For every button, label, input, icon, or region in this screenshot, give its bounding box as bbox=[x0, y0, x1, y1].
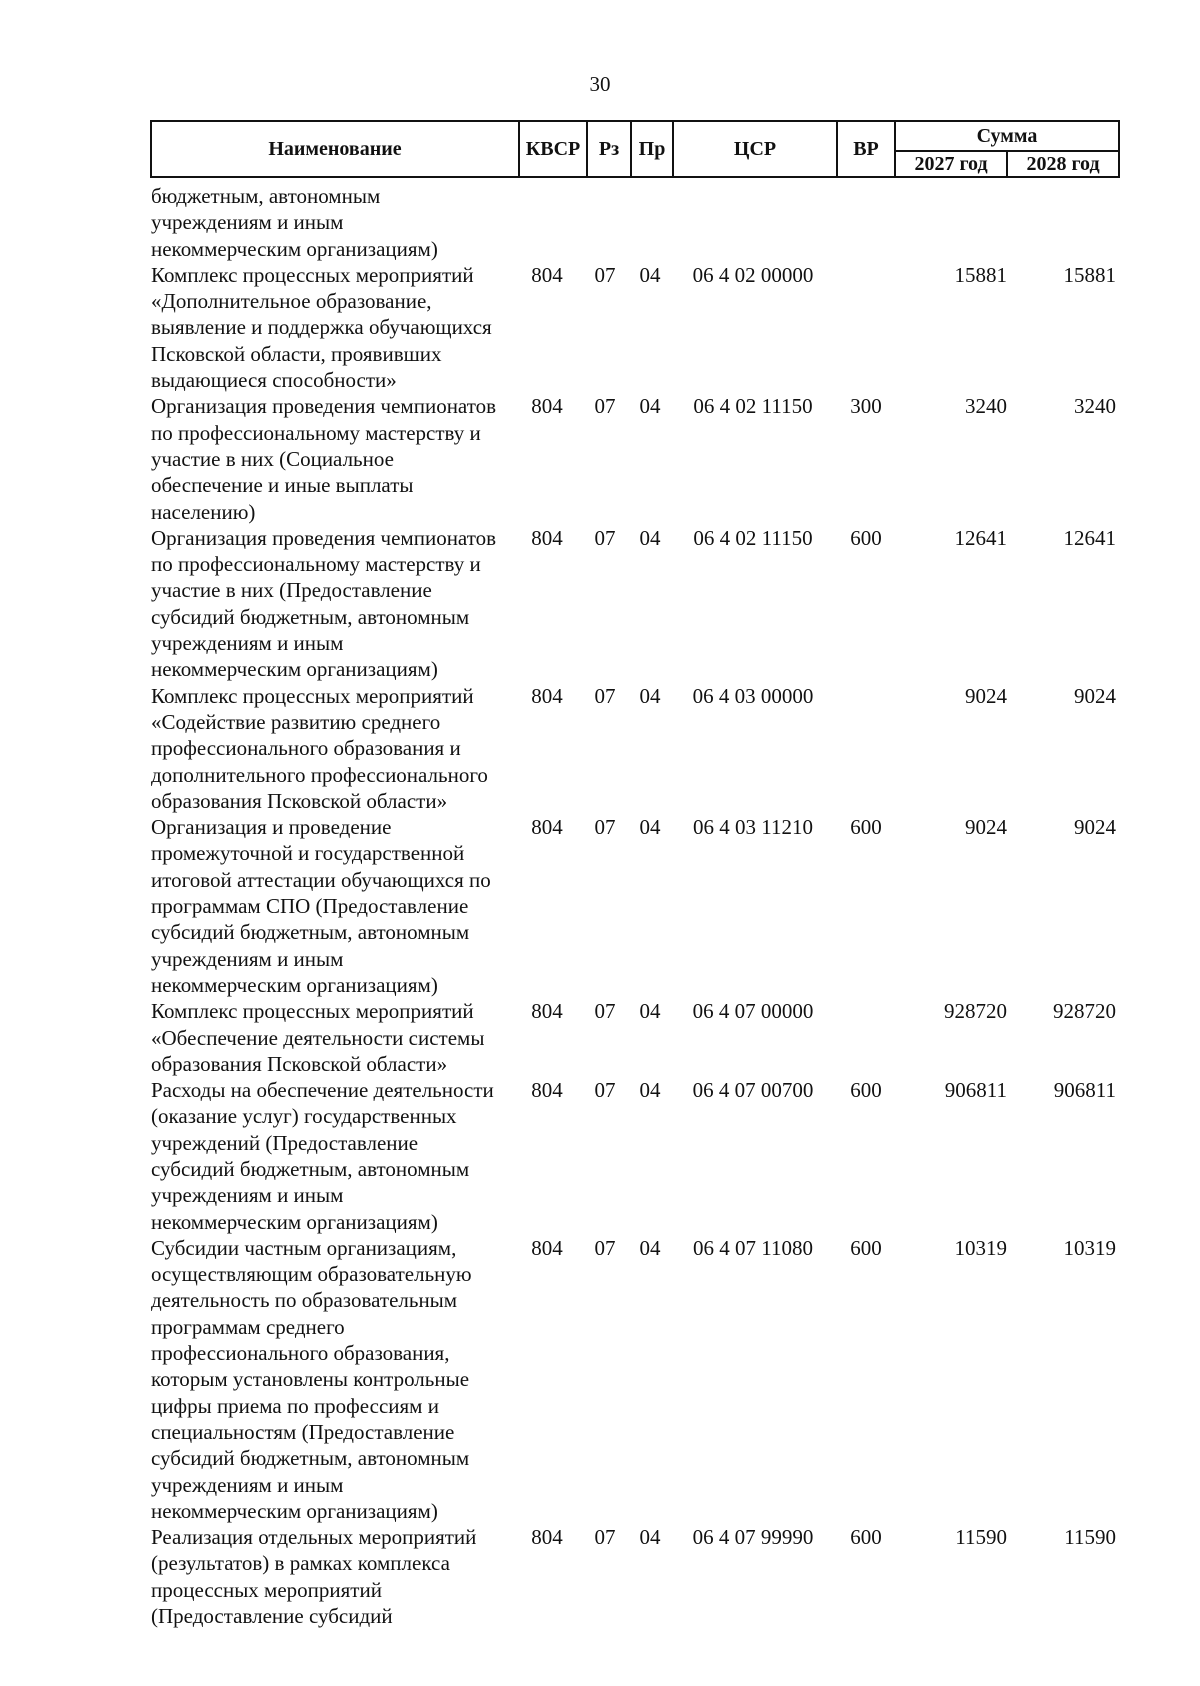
row-rz: 07 bbox=[594, 999, 616, 1024]
row-pr: 04 bbox=[639, 683, 661, 708]
row-name bbox=[151, 1524, 513, 1629]
table-row bbox=[151, 525, 1119, 683]
row-csr: 06 4 03 00000 bbox=[692, 683, 814, 708]
row-rz: 07 bbox=[594, 815, 616, 840]
row-csr: 06 4 07 00000 bbox=[692, 999, 814, 1024]
row-sum-2028: 3240 bbox=[1074, 394, 1116, 419]
row-name-line: программам СПО (Предоставление bbox=[151, 894, 469, 919]
table-row bbox=[151, 183, 1119, 262]
row-kvsr: 804 bbox=[531, 1235, 563, 1260]
row-sum-2027: 928720 bbox=[944, 999, 1007, 1024]
row-name-line: (оказание услуг) государственных bbox=[151, 1104, 457, 1129]
row-kvsr: 804 bbox=[531, 525, 563, 550]
row-name-line: «Дополнительное образование, bbox=[151, 289, 432, 314]
row-name bbox=[151, 183, 513, 262]
row-rz: 07 bbox=[594, 1235, 616, 1260]
row-name-line: населению) bbox=[151, 499, 256, 524]
row-kvsr: 804 bbox=[531, 683, 563, 708]
header-vr: ВР bbox=[837, 121, 895, 177]
table-row bbox=[151, 262, 1119, 393]
row-name-line: промежуточной и государственной bbox=[151, 841, 465, 866]
row-name-line: Псковской области, проявивших bbox=[151, 341, 442, 366]
row-name-line: учреждениям и иным bbox=[151, 210, 344, 235]
row-kvsr: 804 bbox=[531, 1525, 563, 1550]
row-name-line: Комплекс процессных мероприятий bbox=[151, 999, 474, 1024]
table-body bbox=[151, 183, 1119, 1629]
table-row bbox=[151, 998, 1119, 1077]
row-name-line: «Содействие развитию среднего bbox=[151, 709, 441, 734]
row-name-line: Комплекс процессных мероприятий bbox=[151, 683, 474, 708]
row-csr: 06 4 07 99990 bbox=[692, 1525, 814, 1550]
row-sum-2027: 12641 bbox=[954, 525, 1007, 550]
row-name-line: учреждениям и иным bbox=[151, 1183, 344, 1208]
row-sum-2027: 10319 bbox=[954, 1235, 1007, 1260]
row-name-line: образования Псковской области» bbox=[151, 1051, 448, 1076]
header-2027: 2027 год bbox=[895, 151, 1007, 177]
row-kvsr: 804 bbox=[531, 815, 563, 840]
header-pr: Пр bbox=[631, 121, 673, 177]
row-sum-2028: 12641 bbox=[1063, 525, 1116, 550]
table-row bbox=[151, 1077, 1119, 1235]
row-name-line: субсидий бюджетным, автономным bbox=[151, 920, 470, 945]
row-name-line: участие в них (Социальное bbox=[151, 446, 394, 471]
row-name-line: некоммерческим организациям) bbox=[151, 1498, 438, 1523]
row-name-line: участие в них (Предоставление bbox=[151, 578, 432, 603]
row-name-line: субсидий бюджетным, автономным bbox=[151, 1156, 470, 1181]
row-name-line: цифры приема по профессиям и bbox=[151, 1393, 439, 1418]
table-row bbox=[151, 683, 1119, 814]
row-sum-2028: 10319 bbox=[1063, 1235, 1116, 1260]
row-sum-2028: 906811 bbox=[1053, 1078, 1116, 1103]
row-name-line: обеспечение и иные выплаты bbox=[151, 473, 414, 498]
row-name bbox=[151, 525, 513, 683]
row-csr: 06 4 07 00700 bbox=[692, 1078, 814, 1103]
header-csr: ЦСР bbox=[673, 121, 837, 177]
row-name-line: Комплекс процессных мероприятий bbox=[151, 262, 474, 287]
row-name-line: (результатов) в рамках комплекса bbox=[151, 1551, 450, 1576]
row-name-line: профессионального образования, bbox=[151, 1341, 450, 1366]
row-name-line: субсидий бюджетным, автономным bbox=[151, 1446, 470, 1471]
row-name-line: по профессиональному мастерству и bbox=[151, 552, 481, 577]
row-name bbox=[151, 998, 513, 1077]
row-pr: 04 bbox=[639, 1525, 661, 1550]
row-rz: 07 bbox=[594, 262, 616, 287]
row-rz: 07 bbox=[594, 683, 616, 708]
row-sum-2028: 928720 bbox=[1053, 999, 1116, 1024]
row-name-line: некоммерческим организациям) bbox=[151, 236, 438, 261]
row-name-line: программам среднего bbox=[151, 1314, 345, 1339]
row-name bbox=[151, 814, 513, 998]
table-row bbox=[151, 1235, 1119, 1524]
row-name-line: выдающиеся способности» bbox=[151, 368, 397, 393]
row-kvsr: 804 bbox=[531, 999, 563, 1024]
header-name: Наименование bbox=[151, 121, 519, 177]
row-name-line: профессионального образования и bbox=[151, 736, 461, 761]
row-name-line: деятельность по образовательным bbox=[151, 1288, 458, 1313]
row-vr: 600 bbox=[850, 525, 882, 550]
row-csr: 06 4 03 11210 bbox=[693, 815, 813, 840]
row-name bbox=[151, 393, 513, 524]
row-name-line: специальностям (Предоставление bbox=[151, 1419, 455, 1444]
header-2028: 2028 год bbox=[1007, 151, 1119, 177]
row-name-line: бюджетным, автономным bbox=[151, 184, 381, 208]
row-vr: 600 bbox=[850, 1078, 882, 1103]
row-name-line: осуществляющим образовательную bbox=[151, 1262, 472, 1287]
row-pr: 04 bbox=[639, 1235, 661, 1260]
row-vr: 600 bbox=[850, 1235, 882, 1260]
row-pr: 04 bbox=[639, 262, 661, 287]
row-name-line: некоммерческим организациям) bbox=[151, 657, 438, 682]
row-pr: 04 bbox=[639, 525, 661, 550]
page-number: 30 bbox=[589, 72, 611, 96]
row-name-line: «Обеспечение деятельности системы bbox=[151, 1025, 485, 1050]
row-name bbox=[151, 683, 513, 814]
row-name bbox=[151, 262, 513, 393]
row-csr: 06 4 02 11150 bbox=[693, 394, 813, 419]
row-name-line: Организация и проведение bbox=[151, 815, 392, 840]
row-name-line: некоммерческим организациям) bbox=[151, 1209, 438, 1234]
header-kvsr: КВСР bbox=[519, 121, 587, 177]
row-sum-2027: 15881 bbox=[954, 262, 1007, 287]
row-name-line: итоговой аттестации обучающихся по bbox=[151, 867, 491, 892]
table-row bbox=[151, 393, 1119, 524]
row-pr: 04 bbox=[639, 1078, 661, 1103]
row-name-line: (Предоставление субсидий bbox=[151, 1604, 393, 1629]
row-csr: 06 4 02 11150 bbox=[693, 525, 813, 550]
row-kvsr: 804 bbox=[531, 394, 563, 419]
row-name-line: учреждениям и иным bbox=[151, 1472, 344, 1497]
row-sum-2028: 11590 bbox=[1064, 1525, 1116, 1550]
row-vr: 300 bbox=[850, 394, 882, 419]
row-csr: 06 4 02 00000 bbox=[692, 262, 814, 287]
row-name-line: учреждениям и иным bbox=[151, 631, 344, 656]
row-sum-2028: 9024 bbox=[1074, 815, 1116, 840]
row-sum-2027: 9024 bbox=[965, 683, 1007, 708]
row-sum-2028: 9024 bbox=[1074, 683, 1116, 708]
row-pr: 04 bbox=[639, 394, 661, 419]
row-name-line: учреждений (Предоставление bbox=[151, 1130, 419, 1155]
row-name-line: выявление и поддержка обучающихся bbox=[151, 315, 492, 340]
row-name-line: которым установлены контрольные bbox=[151, 1367, 470, 1392]
row-sum-2027: 3240 bbox=[965, 394, 1007, 419]
table-row bbox=[151, 1524, 1119, 1629]
row-sum-2027: 11590 bbox=[955, 1525, 1007, 1550]
row-name-line: Субсидии частным организациям, bbox=[151, 1235, 457, 1260]
table-row bbox=[151, 814, 1119, 998]
table-header bbox=[150, 120, 1120, 178]
row-name bbox=[151, 1235, 513, 1524]
row-name-line: Организация проведения чемпионатов bbox=[151, 525, 497, 550]
row-pr: 04 bbox=[639, 999, 661, 1024]
row-name bbox=[151, 1077, 513, 1235]
row-pr: 04 bbox=[639, 815, 661, 840]
row-name-line: Расходы на обеспечение деятельности bbox=[151, 1078, 494, 1103]
row-name-line: процессных мероприятий bbox=[151, 1577, 382, 1602]
row-vr: 600 bbox=[850, 815, 882, 840]
row-rz: 07 bbox=[594, 525, 616, 550]
row-sum-2028: 15881 bbox=[1063, 262, 1116, 287]
row-name-line: Реализация отдельных мероприятий bbox=[151, 1525, 477, 1550]
row-rz: 07 bbox=[594, 394, 616, 419]
row-name-line: некоммерческим организациям) bbox=[151, 972, 438, 997]
row-sum-2027: 9024 bbox=[965, 815, 1007, 840]
row-name-line: образования Псковской области» bbox=[151, 788, 448, 813]
row-rz: 07 bbox=[594, 1078, 616, 1103]
row-sum-2027: 906811 bbox=[944, 1078, 1007, 1103]
row-name-line: дополнительного профессионального bbox=[151, 762, 488, 787]
row-name-line: субсидий бюджетным, автономным bbox=[151, 604, 470, 629]
row-rz: 07 bbox=[594, 1525, 616, 1550]
row-name-line: учреждениям и иным bbox=[151, 946, 344, 971]
row-vr: 600 bbox=[850, 1525, 882, 1550]
header-sum: Сумма bbox=[895, 121, 1119, 151]
row-kvsr: 804 bbox=[531, 262, 563, 287]
row-csr: 06 4 07 11080 bbox=[693, 1235, 813, 1260]
row-name-line: Организация проведения чемпионатов bbox=[151, 394, 497, 419]
row-kvsr: 804 bbox=[531, 1078, 563, 1103]
header-rz: Рз bbox=[587, 121, 631, 177]
row-name-line: по профессиональному мастерству и bbox=[151, 420, 481, 445]
